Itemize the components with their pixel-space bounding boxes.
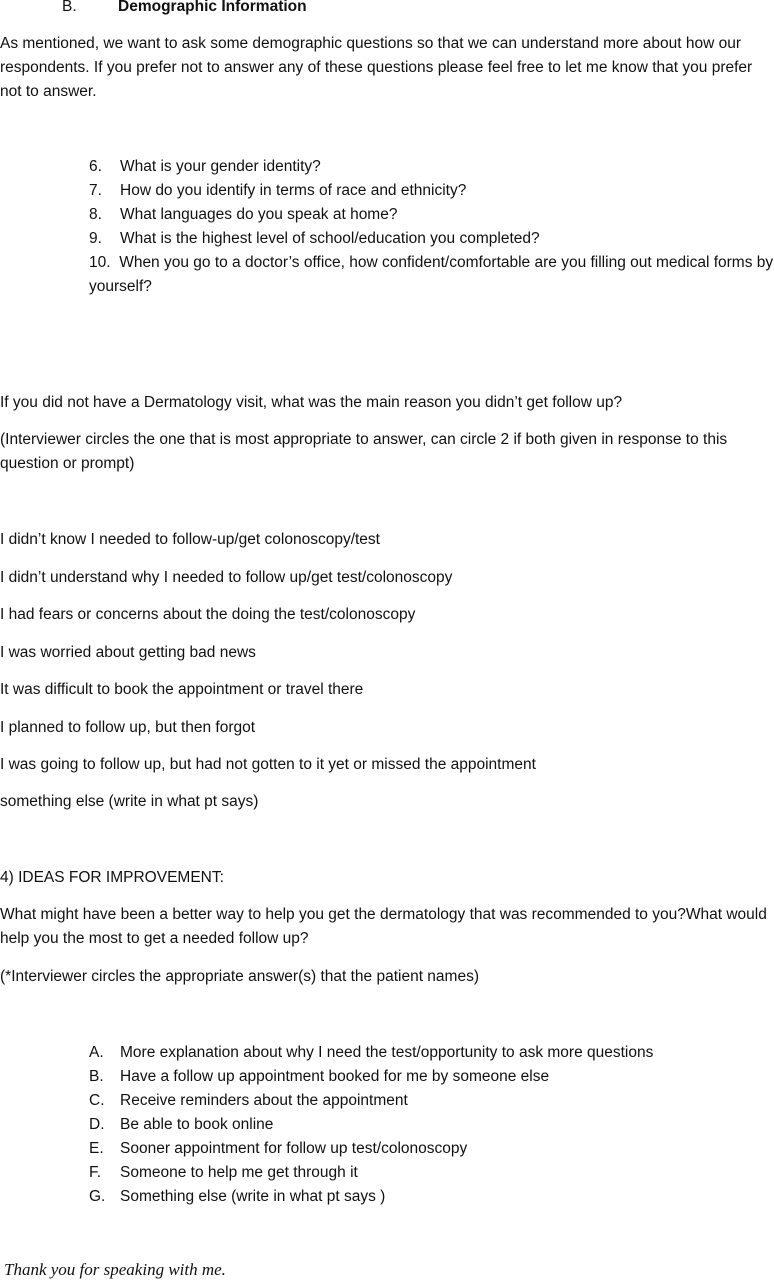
option-text: Sooner appointment for follow up test/colonoscopy	[120, 1140, 468, 1157]
option-text: More explanation about why I need the test/opportunity to ask more questions	[120, 1044, 654, 1061]
list-item	[89, 251, 774, 299]
list-item	[89, 227, 774, 251]
list-item	[89, 155, 774, 179]
option-text: Be able to book online	[120, 1116, 274, 1133]
list-item	[89, 179, 774, 203]
closing-text: Thank you for speaking with me.	[4, 1260, 226, 1279]
section-letter: B.	[62, 0, 77, 15]
question-number: 6.	[89, 158, 102, 175]
question-text: What languages do you speak at home?	[120, 206, 398, 223]
list-item	[89, 1185, 774, 1209]
question-number: 9.	[89, 230, 102, 247]
list-item	[89, 203, 774, 227]
question-number: 8.	[89, 206, 102, 223]
option-letter: E.	[89, 1140, 104, 1157]
option-letter: A.	[89, 1044, 104, 1061]
ideas-heading: 4) IDEAS FOR IMPROVEMENT:	[0, 869, 224, 886]
ideas-instruction: (*Interviewer circles the appropriate answer(s) that the patient names)	[0, 968, 479, 985]
option-letter: F.	[89, 1164, 102, 1181]
question-text: What is the highest level of school/education you completed?	[120, 230, 540, 247]
list-item	[89, 1137, 774, 1161]
option-letter: B.	[89, 1068, 104, 1085]
reason-option: something else (write in what pt says)	[0, 793, 259, 810]
list-item	[89, 1041, 774, 1065]
reason-option: It was difficult to book the appointment or travel there	[0, 681, 364, 698]
question-text: What is your gender identity?	[120, 158, 321, 175]
option-text: Something else (write in what pt says )	[120, 1188, 386, 1205]
list-item	[89, 1065, 774, 1089]
reason-option: I was worried about getting bad news	[0, 644, 256, 661]
ideas-options-list	[89, 1041, 774, 1209]
question-text: How do you identify in terms of race and ethnicity?	[120, 182, 467, 199]
list-item	[89, 1113, 774, 1137]
section-title: Demographic Information	[118, 0, 307, 15]
question-number: 10.	[89, 254, 111, 271]
no-visit-question: If you did not have a Dermatology visit, what was the main reason you didn’t get follow up?	[0, 394, 623, 411]
reason-option: I planned to follow up, but then forgot	[0, 719, 256, 736]
demographic-questions-list	[89, 155, 774, 299]
option-text: Receive reminders about the appointment	[120, 1092, 408, 1109]
list-item	[89, 1161, 774, 1185]
reason-option: I didn’t know I needed to follow-up/get colonoscopy/test	[0, 531, 380, 548]
question-text: When you go to a doctor’s office, how confident/comfortable are you filling out medical forms by yourself?	[89, 254, 774, 295]
option-letter: G.	[89, 1188, 106, 1205]
question-number: 7.	[89, 182, 102, 199]
option-letter: D.	[89, 1116, 105, 1133]
intro-paragraph: As mentioned, we want to ask some demographic questions so that we can understand more about how our respondents. If you prefer not to answer any of these questions please feel free to let me know that you prefer not to answer.	[0, 35, 753, 100]
list-item	[89, 1089, 774, 1113]
reason-option: I didn’t understand why I needed to follow up/get test/colonoscopy	[0, 569, 453, 586]
section-heading	[62, 0, 307, 19]
reason-option: I was going to follow up, but had not gotten to it yet or missed the appointment	[0, 756, 536, 773]
no-visit-instruction: (Interviewer circles the one that is most appropriate to answer, can circle 2 if both given in response to this question or prompt)	[0, 431, 728, 472]
reason-option: I had fears or concerns about the doing the test/colonoscopy	[0, 606, 416, 623]
option-letter: C.	[89, 1092, 105, 1109]
option-text: Someone to help me get through it	[120, 1164, 358, 1181]
ideas-question: What might have been a better way to help you get the dermatology that was recommended to you?What would help you the most to get a needed follow up?	[0, 906, 767, 947]
option-text: Have a follow up appointment booked for me by someone else	[120, 1068, 550, 1085]
